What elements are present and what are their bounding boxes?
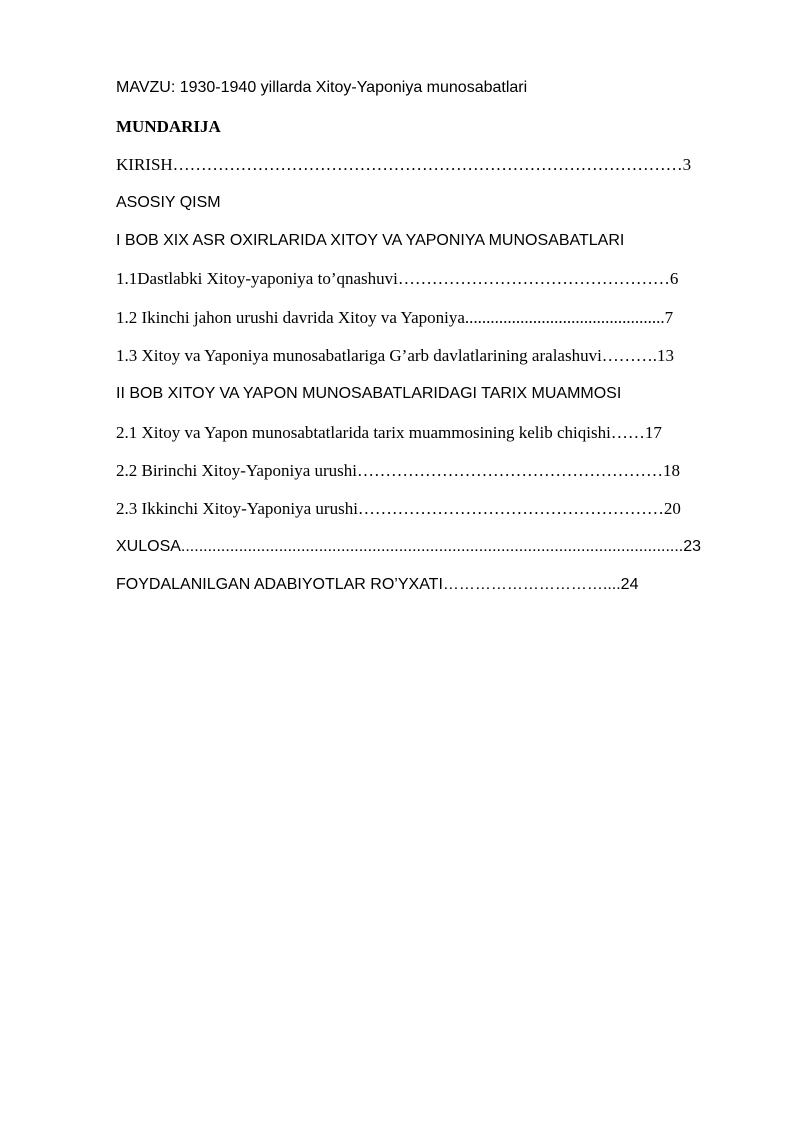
toc-entry-1-2: 1.2 Ikinchi jahon urushi davrida Xitoy va Yaponiya...............................................7 (116, 308, 674, 327)
toc-entry-bibliography: FOYDALANILGAN ADABIYOTLAR RO’YXATI…………………………....24 (116, 576, 639, 593)
topic-title: MAVZU: 1930-1940 yillarda Xitoy-Yaponiya munosabatlari (116, 79, 528, 96)
toc-entry-2-2: 2.2 Birinchi Xitoy-Yaponiya urushi………………………………………………18 (116, 461, 680, 480)
toc-chapter-1: I BOB XIX ASR OXIRLARIDA XITOY VA YAPONIYA MUNOSABATLARI (116, 232, 625, 249)
toc-entry-1-3: 1.3 Xitoy va Yaponiya munosabatlariga G’arb davlatlarining aralashuvi……….13 (116, 346, 675, 365)
toc-entry-xulosa: XULOSA.................................................................................................................23 (116, 538, 702, 555)
toc-entry-2-3: 2.3 Ikkinchi Xitoy-Yaponiya urushi………………………………………………20 (116, 499, 681, 518)
contents-heading: MUNDARIJA (116, 117, 221, 136)
toc-entry-1-1: 1.1Dastlabki Xitoy-yaponiya to’qnashuvi…………………………………………6 (116, 269, 679, 288)
toc-chapter-2: II BOB XITOY VA YAPON MUNOSABATLARIDAGI TARIX MUAMMOSI (116, 385, 622, 402)
toc-section-asosiy-qism: ASOSIY QISM (116, 194, 221, 211)
toc-entry-kirish: KIRISH………………………………………………………………………………3 (116, 155, 692, 174)
toc-entry-2-1: 2.1 Xitoy va Yapon munosabtatlarida tarix muammosining kelib chiqishi……17 (116, 423, 662, 442)
